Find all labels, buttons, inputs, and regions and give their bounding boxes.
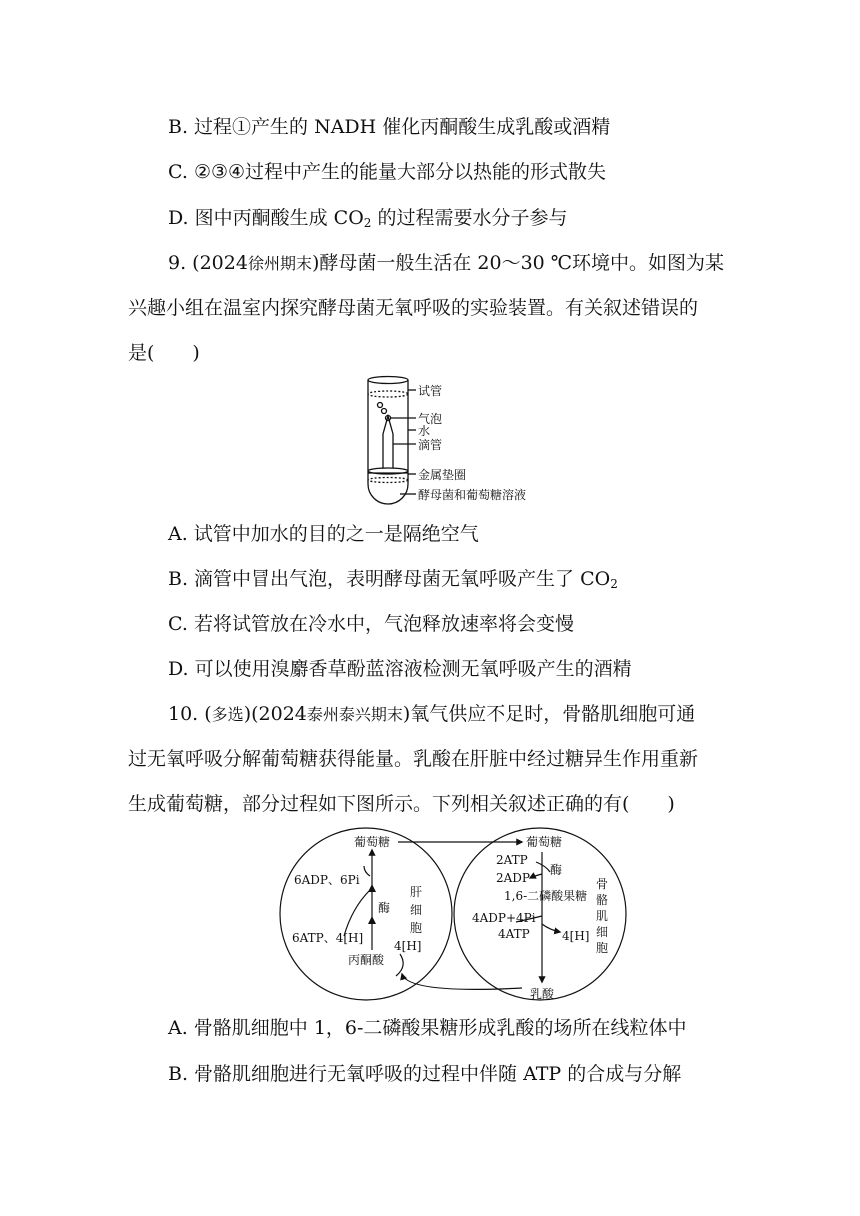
- muscle-enzyme: 酶: [550, 863, 563, 877]
- liver-name-2: 细: [410, 903, 423, 917]
- q8-option-c: C. ②③④过程中产生的能量大部分以热能的形式散失: [168, 161, 607, 183]
- q9-source: 徐州期末: [247, 254, 312, 273]
- q10-stem-line-2: 过无氧呼吸分解葡萄糖获得能量。乳酸在肝脏中经过糖异生作用重新: [128, 748, 699, 770]
- q9-stem-line-3: 是( ): [128, 342, 200, 364]
- liver-name-3: 胞: [410, 921, 423, 935]
- label-water: 水: [418, 424, 431, 438]
- liver-adp: 6ADP、6Pi: [294, 873, 360, 887]
- liver-pyruvate: 丙酮酸: [348, 953, 385, 967]
- muscle-fbp: 1,6-二磷酸果糖: [504, 889, 588, 903]
- q9-option-d: D. 可以使用溴麝香草酚蓝溶液检测无氧呼吸产生的酒精: [168, 658, 632, 680]
- q8-option-b: B. 过程①产生的 NADH 催化丙酮酸生成乳酸或酒精: [168, 116, 611, 138]
- muscle-name-2: 骼: [596, 893, 609, 907]
- muscle-lactate: 乳酸: [530, 987, 555, 1001]
- q9-option-a: A. 试管中加水的目的之一是隔绝空气: [168, 523, 479, 545]
- liver-h: 4[H]: [394, 939, 422, 953]
- q10-stem-line-3: 生成葡萄糖，部分过程如下图所示。下列相关叙述正确的有( ): [128, 793, 675, 815]
- muscle-adp2: 2ADP: [496, 871, 530, 885]
- q8-option-d: D. 图中丙酮酸生成 $CO_2$ 的过程需要水分子参与: [168, 207, 568, 230]
- label-dropper: 滴管: [418, 438, 443, 452]
- liver-atp: 6ATP、4[H]: [292, 931, 364, 945]
- yeast-apparatus-figure: [360, 372, 550, 512]
- q10-source: 泰州泰兴期末: [306, 705, 403, 724]
- q9-option-c: C. 若将试管放在冷水中，气泡释放速率将会变慢: [168, 613, 574, 635]
- muscle-atp4: 4ATP: [498, 927, 530, 941]
- muscle-atp2: 2ATP: [496, 853, 528, 867]
- label-tube: 试管: [418, 384, 443, 398]
- q10-stem-line-1: 10. (多选)(2024泰州泰兴期末)氧气供应不足时，骨骼肌细胞可通: [168, 703, 696, 725]
- muscle-adp4: 4ADP+4Pi: [472, 911, 536, 925]
- liver-name-1: 肝: [410, 885, 423, 899]
- label-ring: 金属垫圈: [418, 468, 467, 482]
- q9-option-b: B. 滴管中冒出气泡，表明酵母菌无氧呼吸产生了 $CO_2$: [168, 568, 618, 591]
- muscle-h: 4[H]: [562, 929, 590, 943]
- liver-enzyme: 酶: [378, 901, 391, 915]
- q10-option-a: A. 骨骼肌细胞中 1，6-二磷酸果糖形成乳酸的场所在线粒体中: [168, 1017, 687, 1039]
- label-bubble: 气泡: [418, 412, 443, 426]
- q9-stem-line-1: 9. (2024徐州期末)酵母菌一般生活在 20～30 ℃环境中。如图为某: [168, 252, 725, 274]
- liver-glucose: 葡萄糖: [354, 835, 391, 849]
- gluconeogenesis-figure: [278, 826, 628, 1002]
- muscle-name-3: 肌: [596, 909, 609, 923]
- muscle-glucose: 葡萄糖: [526, 835, 563, 849]
- muscle-name-1: 骨: [596, 877, 609, 891]
- q9-stem-line-2: 兴趣小组在温室内探究酵母菌无氧呼吸的实验装置。有关叙述错误的: [128, 297, 699, 319]
- q10-option-b: B. 骨骼肌细胞进行无氧呼吸的过程中伴随 ATP 的合成与分解: [168, 1063, 682, 1085]
- label-solution: 酵母菌和葡萄糖溶液: [418, 488, 527, 502]
- muscle-name-5: 胞: [596, 941, 609, 955]
- muscle-name-4: 细: [596, 925, 609, 939]
